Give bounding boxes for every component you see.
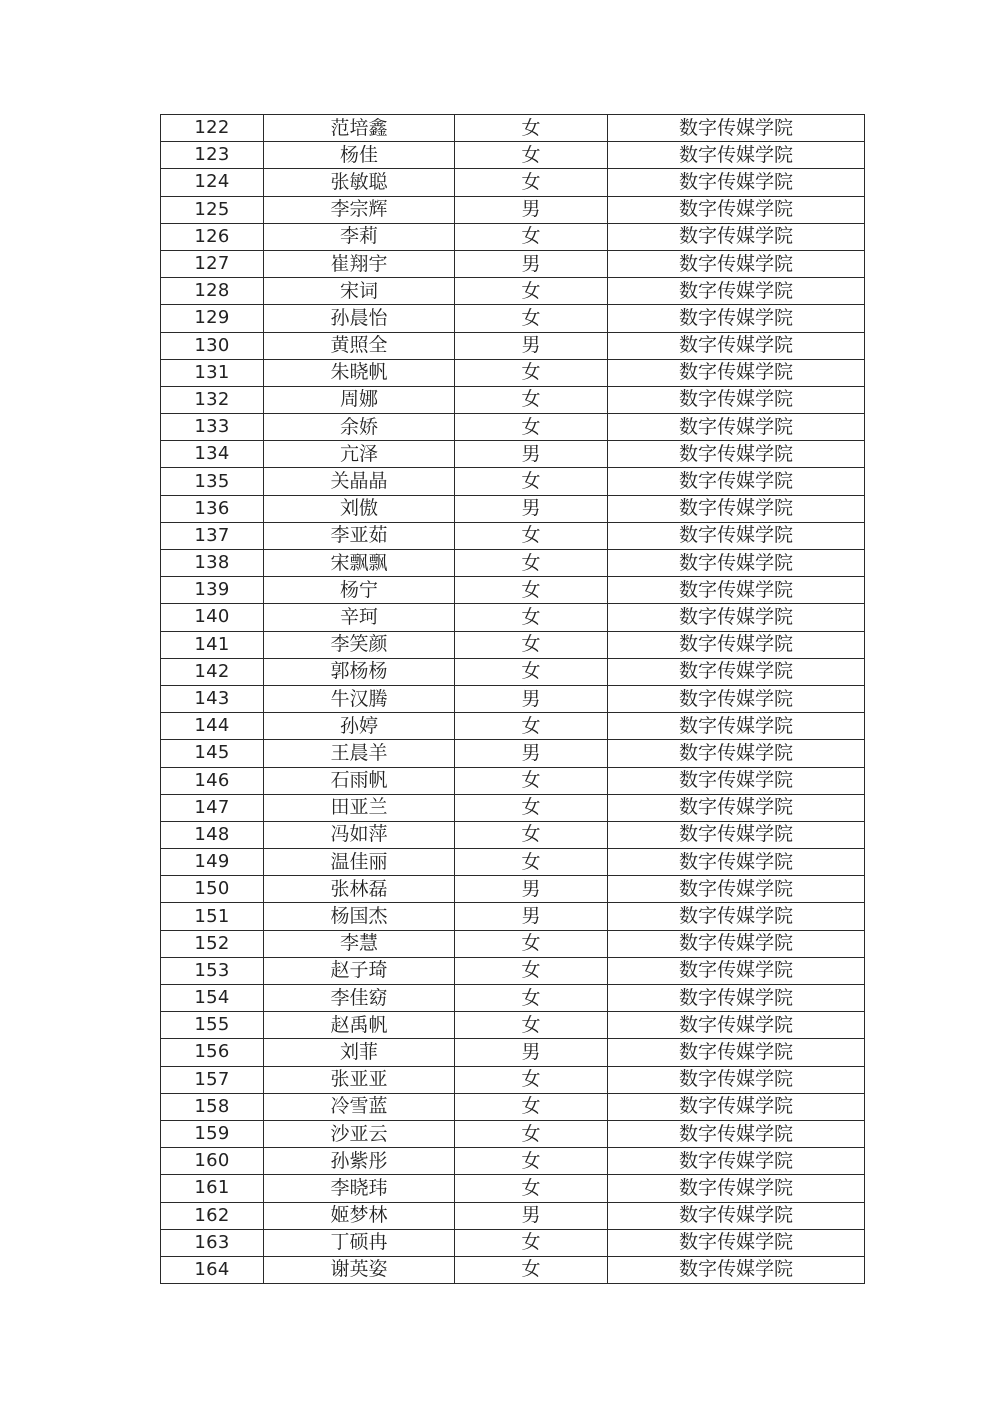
student-college: 数字传媒学院: [608, 1202, 865, 1229]
student-college: 数字传媒学院: [608, 305, 865, 332]
row-number: 163: [161, 1229, 264, 1256]
student-college: 数字传媒学院: [608, 332, 865, 359]
student-name: 李慧: [264, 930, 455, 957]
table-row: [161, 386, 865, 413]
row-number: 141: [161, 631, 264, 658]
table-row: [161, 550, 865, 577]
table-row: [161, 332, 865, 359]
student-college: 数字传媒学院: [608, 115, 865, 142]
student-name: 李佳窈: [264, 985, 455, 1012]
row-number: 161: [161, 1175, 264, 1202]
student-name: 范培鑫: [264, 115, 455, 142]
student-name: 冷雪蓝: [264, 1093, 455, 1120]
row-number: 158: [161, 1093, 264, 1120]
row-number: 156: [161, 1039, 264, 1066]
row-number: 146: [161, 767, 264, 794]
row-number: 129: [161, 305, 264, 332]
row-number: 157: [161, 1066, 264, 1093]
row-number: 140: [161, 604, 264, 631]
student-name: 辛珂: [264, 604, 455, 631]
student-name: 李莉: [264, 223, 455, 250]
student-gender: 女: [455, 223, 608, 250]
student-gender: 男: [455, 1039, 608, 1066]
student-college: 数字传媒学院: [608, 386, 865, 413]
table-row: [161, 1012, 865, 1039]
student-college: 数字传媒学院: [608, 522, 865, 549]
row-number: 160: [161, 1148, 264, 1175]
row-number: 162: [161, 1202, 264, 1229]
table-row: [161, 930, 865, 957]
row-number: 122: [161, 115, 264, 142]
table-row: [161, 115, 865, 142]
row-number: 151: [161, 903, 264, 930]
student-college: 数字传媒学院: [608, 604, 865, 631]
student-college: 数字传媒学院: [608, 767, 865, 794]
student-gender: 女: [455, 1148, 608, 1175]
table-row: [161, 223, 865, 250]
row-number: 126: [161, 223, 264, 250]
roster-table-body: [161, 115, 865, 1284]
student-gender: 女: [455, 930, 608, 957]
row-number: 123: [161, 142, 264, 169]
table-row: [161, 658, 865, 685]
roster-sheet: [160, 114, 865, 1284]
student-name: 刘菲: [264, 1039, 455, 1066]
student-college: 数字传媒学院: [608, 1175, 865, 1202]
student-gender: 男: [455, 685, 608, 712]
student-name: 姬梦林: [264, 1202, 455, 1229]
student-name: 黄照全: [264, 332, 455, 359]
table-row: [161, 849, 865, 876]
table-row: [161, 685, 865, 712]
row-number: 134: [161, 441, 264, 468]
table-row: [161, 821, 865, 848]
student-gender: 男: [455, 876, 608, 903]
student-gender: 男: [455, 1202, 608, 1229]
student-college: 数字传媒学院: [608, 930, 865, 957]
student-college: 数字传媒学院: [608, 169, 865, 196]
row-number: 132: [161, 386, 264, 413]
table-row: [161, 414, 865, 441]
student-gender: 男: [455, 196, 608, 223]
student-gender: 女: [455, 142, 608, 169]
student-gender: 女: [455, 767, 608, 794]
table-row: [161, 767, 865, 794]
student-name: 张亚亚: [264, 1066, 455, 1093]
student-college: 数字传媒学院: [608, 1120, 865, 1147]
student-college: 数字传媒学院: [608, 1012, 865, 1039]
table-row: [161, 495, 865, 522]
table-row: [161, 1229, 865, 1256]
student-gender: 女: [455, 468, 608, 495]
table-row: [161, 1256, 865, 1283]
student-gender: 女: [455, 278, 608, 305]
student-college: 数字传媒学院: [608, 1148, 865, 1175]
student-college: 数字传媒学院: [608, 685, 865, 712]
table-row: [161, 1120, 865, 1147]
row-number: 137: [161, 522, 264, 549]
table-row: [161, 441, 865, 468]
table-row: [161, 250, 865, 277]
table-row: [161, 1093, 865, 1120]
student-college: 数字传媒学院: [608, 468, 865, 495]
row-number: 127: [161, 250, 264, 277]
student-name: 李晓玮: [264, 1175, 455, 1202]
row-number: 125: [161, 196, 264, 223]
student-gender: 女: [455, 1256, 608, 1283]
table-row: [161, 604, 865, 631]
table-row: [161, 985, 865, 1012]
student-college: 数字传媒学院: [608, 223, 865, 250]
student-name: 余娇: [264, 414, 455, 441]
student-name: 沙亚云: [264, 1120, 455, 1147]
row-number: 139: [161, 577, 264, 604]
student-gender: 女: [455, 985, 608, 1012]
row-number: 150: [161, 876, 264, 903]
student-gender: 女: [455, 1066, 608, 1093]
student-college: 数字传媒学院: [608, 631, 865, 658]
row-number: 138: [161, 550, 264, 577]
student-name: 王晨羊: [264, 740, 455, 767]
row-number: 154: [161, 985, 264, 1012]
student-gender: 女: [455, 1175, 608, 1202]
student-name: 崔翔宇: [264, 250, 455, 277]
student-college: 数字传媒学院: [608, 1229, 865, 1256]
row-number: 153: [161, 957, 264, 984]
row-number: 124: [161, 169, 264, 196]
student-college: 数字传媒学院: [608, 794, 865, 821]
table-row: [161, 957, 865, 984]
student-name: 李笑颜: [264, 631, 455, 658]
student-gender: 女: [455, 305, 608, 332]
row-number: 143: [161, 685, 264, 712]
student-college: 数字传媒学院: [608, 903, 865, 930]
student-name: 杨宁: [264, 577, 455, 604]
row-number: 144: [161, 713, 264, 740]
student-name: 周娜: [264, 386, 455, 413]
student-college: 数字传媒学院: [608, 849, 865, 876]
row-number: 159: [161, 1120, 264, 1147]
student-gender: 女: [455, 169, 608, 196]
table-row: [161, 740, 865, 767]
table-row: [161, 468, 865, 495]
table-row: [161, 169, 865, 196]
table-row: [161, 522, 865, 549]
student-name: 丁硕冉: [264, 1229, 455, 1256]
student-college: 数字传媒学院: [608, 957, 865, 984]
row-number: 147: [161, 794, 264, 821]
student-gender: 女: [455, 658, 608, 685]
student-college: 数字传媒学院: [608, 278, 865, 305]
row-number: 128: [161, 278, 264, 305]
row-number: 148: [161, 821, 264, 848]
student-name: 郭杨杨: [264, 658, 455, 685]
student-college: 数字传媒学院: [608, 577, 865, 604]
student-college: 数字传媒学院: [608, 713, 865, 740]
row-number: 152: [161, 930, 264, 957]
student-name: 张林磊: [264, 876, 455, 903]
student-college: 数字传媒学院: [608, 550, 865, 577]
student-name: 杨国杰: [264, 903, 455, 930]
student-gender: 女: [455, 957, 608, 984]
student-name: 宋飘飘: [264, 550, 455, 577]
table-row: [161, 794, 865, 821]
student-name: 牛汉腾: [264, 685, 455, 712]
student-name: 刘傲: [264, 495, 455, 522]
student-gender: 女: [455, 550, 608, 577]
student-name: 冯如萍: [264, 821, 455, 848]
student-roster-table: [160, 114, 865, 1284]
student-gender: 女: [455, 386, 608, 413]
row-number: 131: [161, 359, 264, 386]
table-row: [161, 1202, 865, 1229]
student-gender: 女: [455, 794, 608, 821]
student-name: 李亚茹: [264, 522, 455, 549]
student-name: 谢英姿: [264, 1256, 455, 1283]
student-gender: 男: [455, 740, 608, 767]
student-college: 数字传媒学院: [608, 821, 865, 848]
table-row: [161, 1066, 865, 1093]
table-row: [161, 876, 865, 903]
table-row: [161, 631, 865, 658]
student-gender: 女: [455, 713, 608, 740]
row-number: 145: [161, 740, 264, 767]
table-row: [161, 1148, 865, 1175]
row-number: 149: [161, 849, 264, 876]
student-name: 赵子琦: [264, 957, 455, 984]
table-row: [161, 278, 865, 305]
table-row: [161, 1039, 865, 1066]
student-gender: 女: [455, 115, 608, 142]
table-row: [161, 359, 865, 386]
student-name: 田亚兰: [264, 794, 455, 821]
table-row: [161, 713, 865, 740]
student-name: 孙紫彤: [264, 1148, 455, 1175]
student-gender: 男: [455, 495, 608, 522]
table-row: [161, 577, 865, 604]
student-gender: 女: [455, 821, 608, 848]
student-name: 李宗辉: [264, 196, 455, 223]
student-name: 亢泽: [264, 441, 455, 468]
row-number: 135: [161, 468, 264, 495]
student-gender: 男: [455, 441, 608, 468]
student-gender: 女: [455, 1012, 608, 1039]
student-college: 数字传媒学院: [608, 1039, 865, 1066]
row-number: 133: [161, 414, 264, 441]
student-college: 数字传媒学院: [608, 658, 865, 685]
student-gender: 男: [455, 332, 608, 359]
student-college: 数字传媒学院: [608, 196, 865, 223]
student-gender: 女: [455, 359, 608, 386]
student-name: 朱晓帆: [264, 359, 455, 386]
student-college: 数字传媒学院: [608, 359, 865, 386]
student-college: 数字传媒学院: [608, 250, 865, 277]
student-name: 孙晨怡: [264, 305, 455, 332]
student-gender: 女: [455, 522, 608, 549]
row-number: 164: [161, 1256, 264, 1283]
row-number: 130: [161, 332, 264, 359]
table-row: [161, 142, 865, 169]
student-gender: 女: [455, 631, 608, 658]
student-college: 数字传媒学院: [608, 1093, 865, 1120]
student-gender: 女: [455, 1120, 608, 1147]
student-name: 孙婷: [264, 713, 455, 740]
student-name: 温佳丽: [264, 849, 455, 876]
student-name: 赵禹帆: [264, 1012, 455, 1039]
row-number: 142: [161, 658, 264, 685]
student-gender: 女: [455, 414, 608, 441]
table-row: [161, 1175, 865, 1202]
student-college: 数字传媒学院: [608, 740, 865, 767]
row-number: 155: [161, 1012, 264, 1039]
student-gender: 女: [455, 577, 608, 604]
student-gender: 男: [455, 250, 608, 277]
student-college: 数字传媒学院: [608, 441, 865, 468]
student-college: 数字传媒学院: [608, 985, 865, 1012]
student-gender: 女: [455, 604, 608, 631]
student-gender: 女: [455, 1229, 608, 1256]
table-row: [161, 903, 865, 930]
student-name: 张敏聪: [264, 169, 455, 196]
student-gender: 女: [455, 1093, 608, 1120]
student-gender: 男: [455, 903, 608, 930]
table-row: [161, 305, 865, 332]
student-college: 数字传媒学院: [608, 414, 865, 441]
student-name: 宋词: [264, 278, 455, 305]
student-gender: 女: [455, 849, 608, 876]
student-college: 数字传媒学院: [608, 1256, 865, 1283]
student-college: 数字传媒学院: [608, 1066, 865, 1093]
table-row: [161, 196, 865, 223]
student-college: 数字传媒学院: [608, 142, 865, 169]
row-number: 136: [161, 495, 264, 522]
student-name: 杨佳: [264, 142, 455, 169]
student-college: 数字传媒学院: [608, 876, 865, 903]
student-name: 石雨帆: [264, 767, 455, 794]
student-name: 关晶晶: [264, 468, 455, 495]
student-college: 数字传媒学院: [608, 495, 865, 522]
